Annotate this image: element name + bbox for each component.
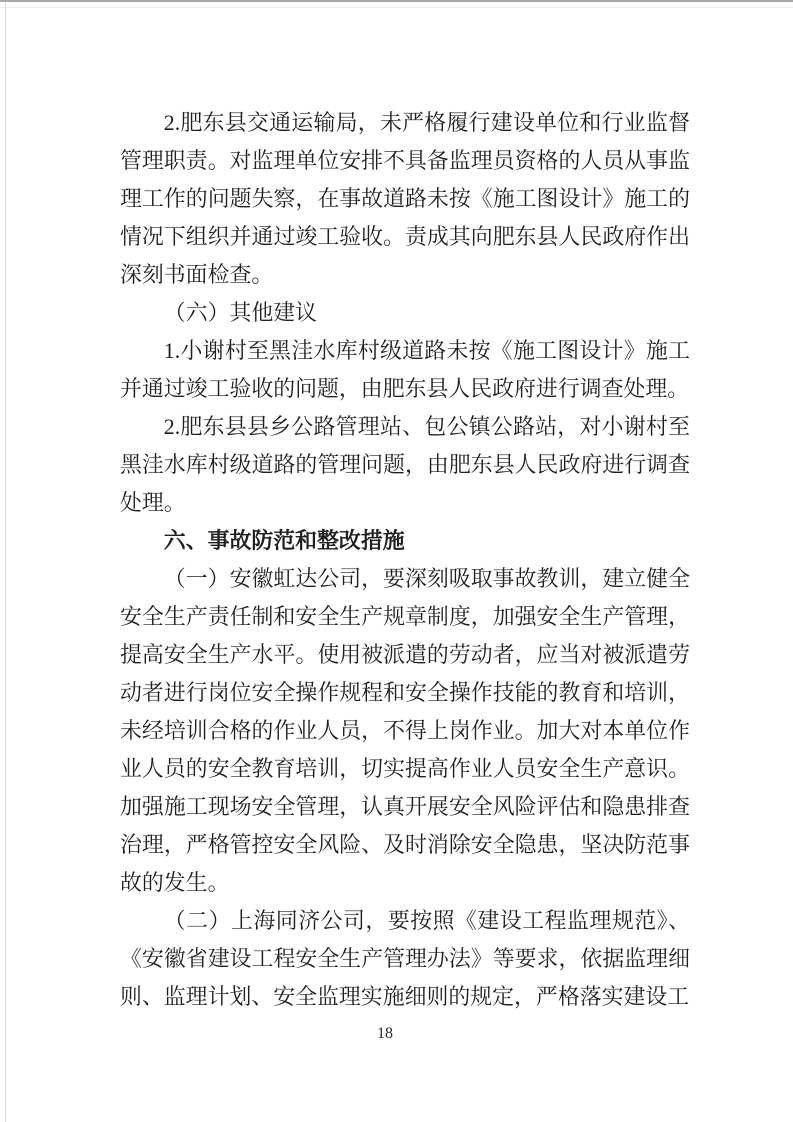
body-paragraph: （一）安徽虹达公司，要深刻吸取事故教训，建立健全安全生产责任制和安全生产规章制度，加强安全生产管理，提高安全生产水平。使用被派遣的劳动者，应当对被派遣劳动者进行岗位安全操作规程和安全操作技能的教育和培训，未经培训合格的作业人员，不得上岗作业。加大对本单位作业人员的安全教育培训，切实提高作业人员安全生产意识。加强施工现场安全管理，认真开展安全风险评估和隐患排查治理，严格管控安全风险、及时消除安全隐患，坚决防范事故的发生。 — [120, 566, 690, 895]
body-paragraph: 2.肥东县县乡公路管理站、包公镇公路站，对小谢村至黑洼水库村级道路的管理问题，由肥东县人民政府进行调查处理。 — [120, 414, 690, 515]
page-left-edge-line — [5, 2, 6, 1122]
body-paragraph: （二）上海同济公司，要按照《建设工程监理规范》、《安徽省建设工程安全生产管理办法》等要求，依据监理细则、监理计划、安全监理实施细则的规定，严格落实建设工 — [120, 908, 690, 1009]
subsection-heading: （六）其他建议 — [163, 300, 318, 325]
body-paragraph: 2.肥东县交通运输局，未严格履行建设单位和行业监督管理职责。对监理单位安排不具备监理员资格的人员从事监理工作的问题失察，在事故道路未按《施工图设计》施工的情况下组织并通过竣工验收。责成其向肥东县人民政府作出深刻书面检查。 — [120, 110, 690, 287]
page-number: 18 — [377, 1025, 393, 1042]
window-top-edge — [0, 0, 793, 2]
document-body — [120, 104, 690, 1016]
section-heading: 六、事故防范和整改措施 — [163, 528, 405, 553]
page-footer — [0, 1024, 770, 1044]
page-top-faint-line — [0, 7, 793, 8]
body-paragraph: 1.小谢村至黑洼水库村级道路未按《施工图设计》施工并通过竣工验收的问题，由肥东县人民政府进行调查处理。 — [120, 338, 690, 401]
